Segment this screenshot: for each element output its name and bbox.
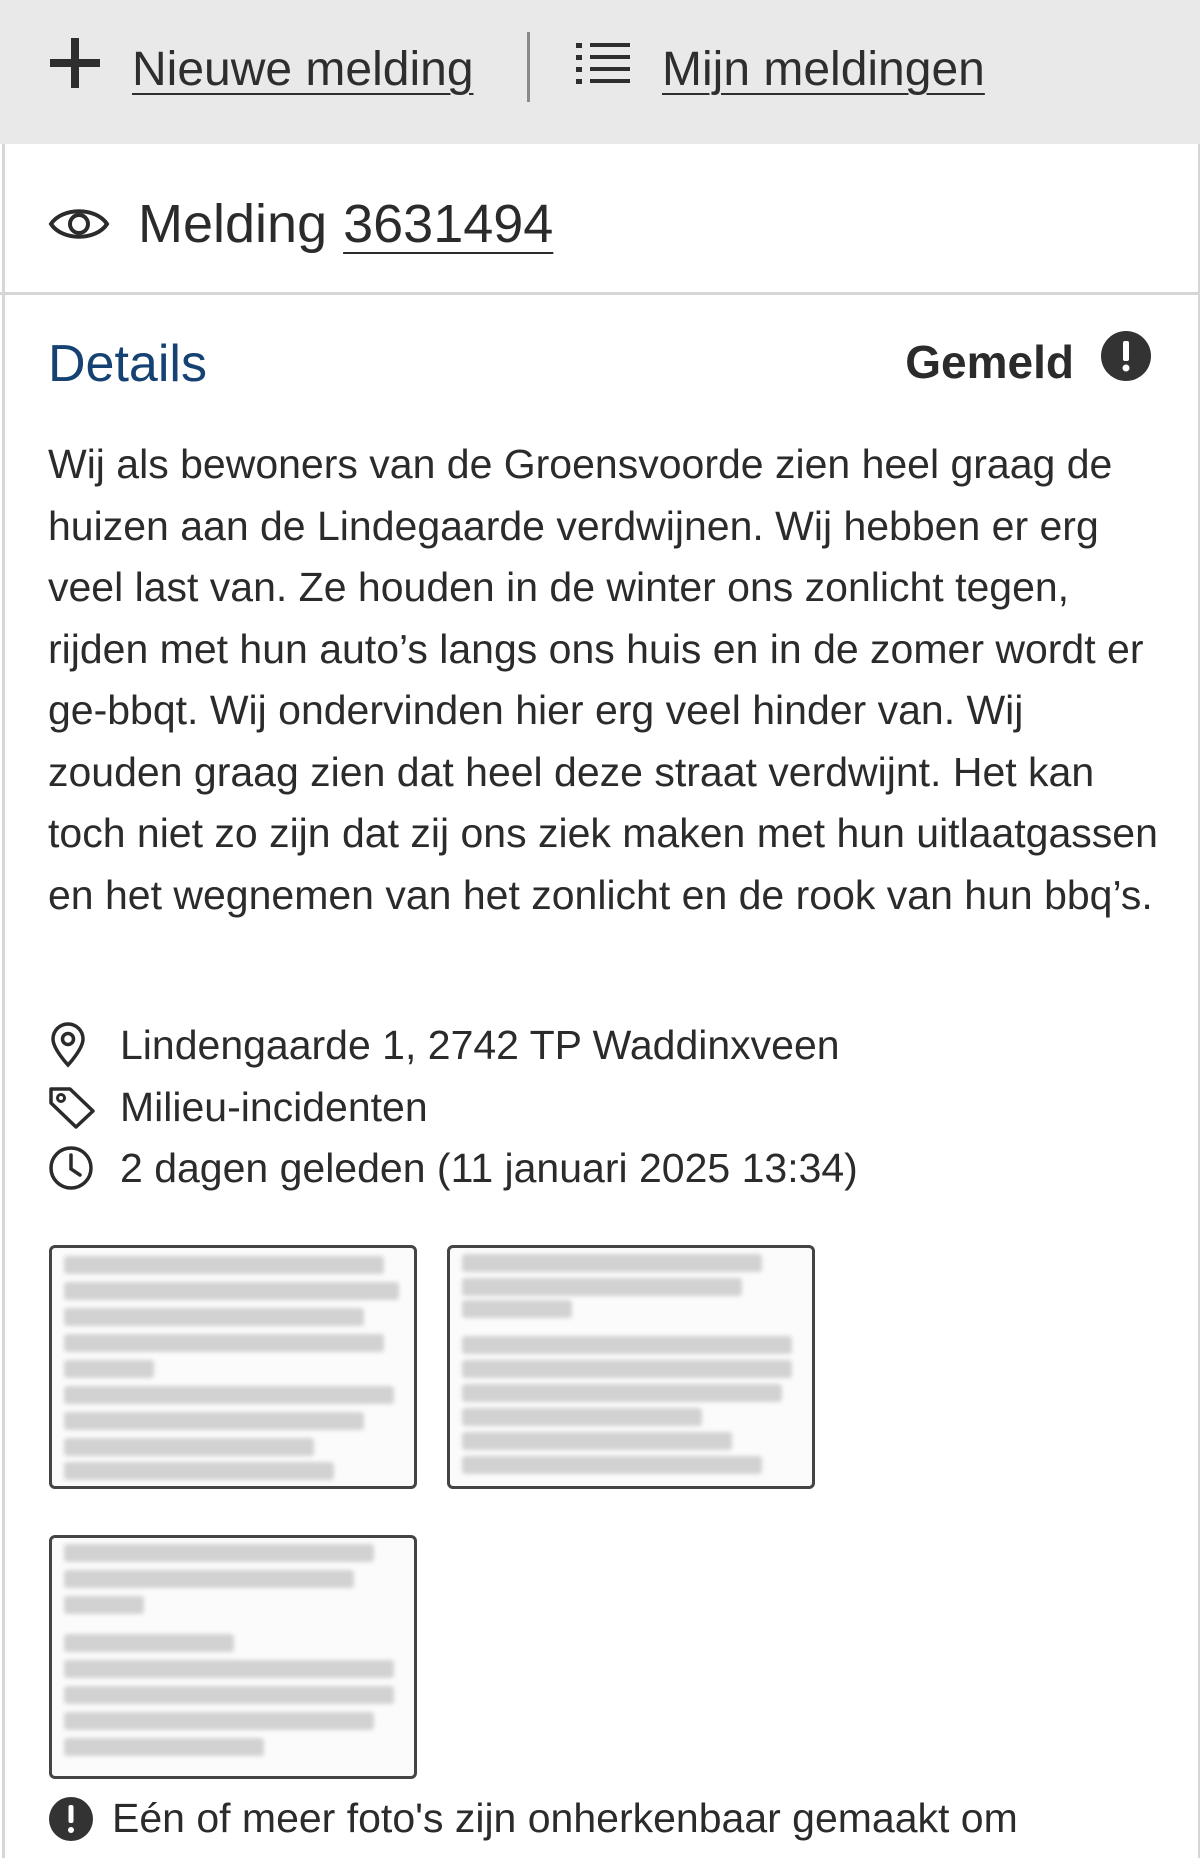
photo-notice-text: Eén of meer foto's zijn onherkenbaar gemaakt om [112, 1795, 1018, 1841]
photo-thumbnail[interactable] [49, 1535, 417, 1779]
location-text: Lindengaarde 1, 2742 TP Waddinxveen [120, 1021, 840, 1068]
report-label: Melding [138, 194, 328, 254]
tag-icon [48, 1085, 120, 1129]
details-heading: Details [48, 335, 207, 393]
exclamation-icon [48, 1796, 94, 1842]
plus-icon [48, 36, 102, 102]
time-row [48, 1138, 858, 1198]
photo-thumbnail[interactable] [49, 1245, 417, 1489]
report-heading [48, 184, 553, 264]
new-report-link[interactable] [48, 34, 474, 104]
report-number-link[interactable]: 3631494 [343, 194, 554, 254]
my-reports-label: Mijn meldingen [662, 42, 985, 96]
my-reports-link[interactable] [574, 34, 985, 104]
exclamation-icon [1100, 330, 1152, 393]
photo-thumbnail[interactable] [447, 1245, 815, 1489]
clock-icon [48, 1145, 120, 1191]
photo-privacy-notice [48, 1795, 1018, 1842]
report-description: Wij als bewoners van de Groensvoorde zien heel graag de huizen aan de Lindegaarde verdwijnen. Wij hebben er erg veel last van. Ze houden in de winter ons zonlicht tegen, rijden met hun auto’s langs ons huis en in de zomer wordt er ge-bbqt. Wij ondervinden hier erg veel hinder van. Wij zouden graag zien dat heel deze straat verdwijnt. Het kan toch niet zo zijn dat zij ons ziek maken met hun uitlaatgassen en het wegnemen van het zonlicht en de rook van hun bbq’s. [48, 441, 1158, 918]
location-row [48, 1015, 840, 1075]
map-pin-icon [48, 1022, 120, 1068]
category-row [48, 1077, 428, 1137]
list-icon [574, 41, 632, 97]
top-navigation [0, 0, 1200, 144]
nav-divider [527, 32, 530, 102]
category-text: Milieu-incidenten [120, 1083, 428, 1130]
new-report-label: Nieuwe melding [132, 42, 474, 96]
eye-icon [48, 202, 110, 246]
time-text: 2 dagen geleden (11 januari 2025 13:34) [120, 1144, 858, 1191]
status-badge [905, 330, 1152, 393]
status-label: Gemeld [905, 335, 1074, 388]
section-divider [0, 292, 1200, 295]
